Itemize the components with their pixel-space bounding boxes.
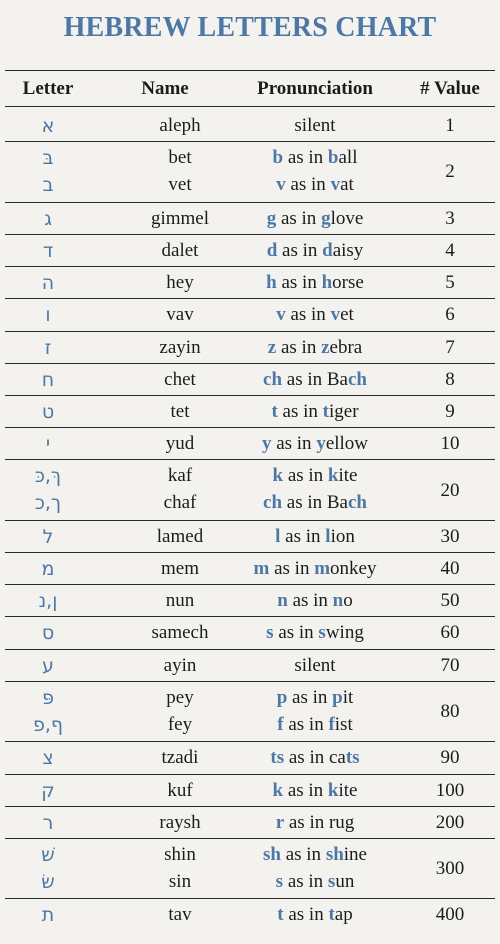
row-divider [5,395,495,396]
numeric-value: 10 [440,433,460,455]
numeric-value: 40 [440,558,460,580]
pronunciation-highlight: f [277,713,284,735]
numeric-value: 300 [435,858,465,880]
hebrew-letter: ק [41,779,55,802]
pronunciation-text: as in [271,433,317,455]
pronunciation [240,367,390,393]
numeric-value: 6 [445,304,455,326]
numeric-value: 8 [445,368,455,390]
pronunciation-text: as in [283,147,328,169]
pronunciation-text: as in [283,465,328,487]
numeric-value: 50 [440,590,460,612]
letter-name: chaf [163,492,197,514]
numeric-value: 9 [445,400,455,422]
pronunciation-highlight: b [327,147,339,169]
row-divider [5,298,495,299]
hebrew-letter: ךּ,כּ [34,465,62,488]
pronunciation-text: love [330,207,364,229]
pronunciation [240,113,390,139]
pronunciation-highlight: v [276,174,286,196]
pronunciation [240,810,390,836]
header-pronunciation: Pronunciation [257,78,373,99]
table-row [0,682,500,743]
header-name: Name [141,78,189,99]
hebrew-letter: י [45,433,51,456]
pronunciation-highlight: v [330,304,341,326]
letter-name: gimmel [150,207,210,229]
pronunciation-highlight: d [322,239,333,261]
row-divider [5,898,495,899]
pronunciation-highlight: y [316,433,326,455]
hebrew-letter: ב [42,174,54,197]
pronunciation-text: iger [328,400,359,422]
pronunciation-text: as in [283,904,329,926]
pronunciation-text: as in [283,713,329,735]
letter-name: tzadi [161,747,199,769]
hebrew-letter: ט [41,400,55,423]
pronunciation [240,145,390,171]
letter-name: tet [170,400,190,422]
pronunciation [240,778,390,804]
numeric-value: 400 [435,904,465,926]
table-row [0,110,500,142]
pronunciation-highlight: ts [270,747,285,769]
letter-name: ayin [163,654,197,676]
pronunciation-highlight: s [327,870,336,892]
pronunciation-highlight: m [253,558,270,579]
page-title: HEBREW LETTERS CHART [63,12,437,43]
row-divider [5,141,495,142]
numeric-value: 3 [445,207,455,229]
pronunciation-highlight: ch [263,368,283,390]
pronunciation-text: as in [285,304,331,326]
letter-name: shin [164,843,196,865]
hebrew-letter: מ [41,558,55,580]
numeric-value: 80 [440,701,460,723]
hebrew-letter: שׁ [41,843,55,866]
pronunciation-text: un [335,870,355,892]
pronunciation-highlight: sh [325,843,344,865]
hebrew-letter: ן,נ [38,590,58,613]
numeric-value: 4 [445,239,455,261]
pronunciation [240,653,390,679]
table-row [0,203,500,235]
pronunciation-text: as in [276,207,322,229]
numeric-value: 60 [440,622,460,644]
pronunciation-text: aisy [332,239,364,261]
pronunciation-highlight: m [314,558,331,579]
hebrew-letter: ע [42,654,54,677]
numeric-value: 200 [435,811,465,833]
numeric-value: 30 [440,525,460,547]
table-row [0,585,500,617]
pronunciation-highlight: s [266,622,274,644]
numeric-value: 1 [445,115,455,137]
hebrew-letter: ד [42,239,54,262]
pronunciation [240,869,390,895]
pronunciation-text: ine [343,843,367,865]
pronunciation [240,172,390,198]
pronunciation-highlight: ch [263,492,283,514]
row-divider [5,838,495,839]
pronunciation-highlight: ch [347,368,367,390]
numeric-value: 20 [440,479,460,501]
pronunciation [240,463,390,489]
row-divider [5,427,495,428]
numeric-value: 7 [445,336,455,358]
hebrew-letter: ג [44,207,52,230]
pronunciation-text: orse [332,272,364,294]
pronunciation-highlight: p [332,686,343,708]
pronunciation-highlight: n [277,590,288,612]
pronunciation-highlight: r [275,811,285,833]
table-row [0,267,500,299]
numeric-value: 90 [440,747,460,769]
letter-name: zayin [159,336,201,358]
pronunciation-highlight: b [272,147,284,169]
letter-name: aleph [159,115,201,136]
pronunciation-text: ist [334,713,353,735]
pronunciation-highlight: t [271,400,278,422]
pronunciation-highlight: f [328,713,335,735]
pronunciation [240,620,390,646]
pronunciation-text: as in ca [284,747,346,769]
row-divider [5,806,495,807]
pronunciation-text: wing [325,622,364,644]
pronunciation-text: et [340,304,354,326]
letter-name: vet [168,174,192,196]
pronunciation-text: as in [276,336,322,358]
numeric-value: 5 [445,272,455,294]
row-divider [5,584,495,585]
pronunciation-highlight: t [328,904,335,926]
pronunciation [240,399,390,425]
pronunciation [240,302,390,328]
letter-name: vav [166,304,194,326]
pronunciation-highlight: h [266,272,277,294]
row-divider [5,774,495,775]
table-row [0,142,500,203]
hebrew-letter: ח [41,368,55,391]
pronunciation-highlight: s [318,622,326,644]
letter-name: lamed [156,525,204,547]
pronunciation-highlight: k [272,465,284,487]
row-divider [5,616,495,617]
pronunciation-text: silent [294,654,336,676]
pronunciation-highlight: d [266,239,278,261]
pronunciation [240,902,390,928]
hebrew-letter: ה [41,272,55,295]
hebrew-letter: ו [45,304,51,327]
table-row [0,839,500,900]
table-row [0,650,500,682]
pronunciation [240,745,390,771]
hebrew-letter: פּ [42,686,54,709]
numeric-value: 100 [435,779,465,801]
pronunciation-text: as in [280,525,326,547]
hebrew-letter: ך,כ [34,492,62,515]
letter-name: dalet [161,239,199,261]
hebrew-letter: ת [41,904,55,927]
pronunciation-text: as in [287,686,333,708]
pronunciation-highlight: k [327,465,339,487]
pronunciation-highlight: s [275,870,284,892]
hebrew-letter: בּ [42,147,54,170]
letter-name: mem [161,558,199,579]
pronunciation-highlight: h [321,272,333,294]
letter-name: bet [168,147,192,169]
pronunciation [240,588,390,614]
table-row [0,775,500,807]
pronunciation-highlight: z [321,336,330,358]
table-row [0,299,500,331]
pronunciation-highlight: l [325,525,331,547]
top-divider [5,70,495,71]
pronunciation-highlight: t [322,400,329,422]
row-divider [5,266,495,267]
pronunciation [240,524,390,550]
pronunciation-highlight: t [277,904,284,926]
row-divider [5,202,495,203]
pronunciation-highlight: g [321,207,331,229]
pronunciation-text: ap [334,904,353,926]
pronunciation [240,490,390,516]
table-row [0,742,500,774]
pronunciation [240,431,390,457]
row-divider [5,331,495,332]
pronunciation-text: as in [276,272,322,294]
pronunciation-text: ite [338,779,358,801]
table-row [0,364,500,396]
pronunciation-text: onkey [330,558,377,579]
pronunciation-highlight: z [267,336,277,358]
pronunciation [240,556,390,582]
pronunciation-text: it [342,686,354,708]
table-row [0,521,500,553]
letter-name: nun [165,590,195,612]
hebrew-letter: ס [41,622,55,645]
header-divider [5,106,495,107]
table-row [0,617,500,649]
pronunciation-highlight: v [330,174,341,196]
pronunciation-text: ebra [329,336,363,358]
table-row [0,807,500,839]
row-divider [5,363,495,364]
table-row [0,460,500,521]
table-row [0,899,500,931]
pronunciation-highlight: ch [347,492,367,514]
pronunciation-highlight: v [276,304,286,326]
pronunciation-highlight: sh [262,843,281,865]
row-divider [5,649,495,650]
row-divider [5,741,495,742]
table-row [0,553,500,585]
pronunciation-highlight: l [275,525,281,547]
pronunciation [240,712,390,738]
header-value: # Value [420,78,480,99]
table-row [0,332,500,364]
pronunciation-text: silent [294,115,336,136]
pronunciation-text: as in [285,174,331,196]
hebrew-letter: ר [42,811,54,834]
pronunciation-highlight: p [276,686,288,708]
letter-name: chet [164,368,196,390]
table-row [0,396,500,428]
hebrew-letter: שׂ [41,870,55,893]
row-divider [5,234,495,235]
pronunciation-highlight: ts [345,747,360,769]
row-divider [5,459,495,460]
hebrew-letter: צ [42,747,54,770]
hebrew-letter: ז [44,336,52,359]
pronunciation-text: as in [287,590,333,612]
letter-name: kaf [167,465,193,487]
pronunciation-highlight: k [272,779,284,801]
table-row [0,428,500,460]
pronunciation-text: ite [338,465,358,487]
letter-name: yud [165,433,195,455]
pronunciation-text: o [343,590,353,612]
pronunciation-text: as in Ba [282,368,348,390]
pronunciation-highlight: g [266,207,277,229]
pronunciation [240,842,390,868]
pronunciation-text: as in [277,400,323,422]
pronunciation-text: as in rug [284,811,355,833]
letter-name: raysh [159,811,201,833]
pronunciation-highlight: k [327,779,339,801]
pronunciation-highlight: y [261,433,272,455]
letter-name: samech [151,622,209,644]
pronunciation-highlight: n [332,590,344,612]
pronunciation-text: as in [283,779,328,801]
letter-name: kuf [167,779,193,801]
hebrew-letter: א [41,115,55,137]
pronunciation-text: as in [269,558,315,579]
pronunciation [240,685,390,711]
pronunciation-text: ion [330,525,355,547]
numeric-value: 70 [440,654,460,676]
pronunciation-text: as in [277,239,323,261]
pronunciation-text: at [340,174,354,196]
row-divider [5,681,495,682]
numeric-value: 2 [445,161,455,183]
hebrew-letter: ף,פ [32,713,64,736]
letter-name: pey [166,686,194,708]
letter-name: fey [167,713,193,735]
row-divider [5,552,495,553]
hebrew-letter: ל [42,525,54,548]
pronunciation-text: as in [280,843,326,865]
letter-name: hey [166,272,194,294]
header-letter: Letter [22,78,74,99]
pronunciation-text: ellow [325,433,369,455]
letter-name: sin [168,870,192,892]
pronunciation-text: as in [283,870,328,892]
letter-name: tav [168,904,192,926]
pronunciation-text: as in Ba [282,492,348,514]
pronunciation-text: all [338,147,358,169]
row-divider [5,520,495,521]
pronunciation [240,238,390,264]
pronunciation [240,335,390,361]
table-row [0,235,500,267]
pronunciation [240,270,390,296]
pronunciation [240,206,390,232]
pronunciation-text: as in [273,622,319,644]
